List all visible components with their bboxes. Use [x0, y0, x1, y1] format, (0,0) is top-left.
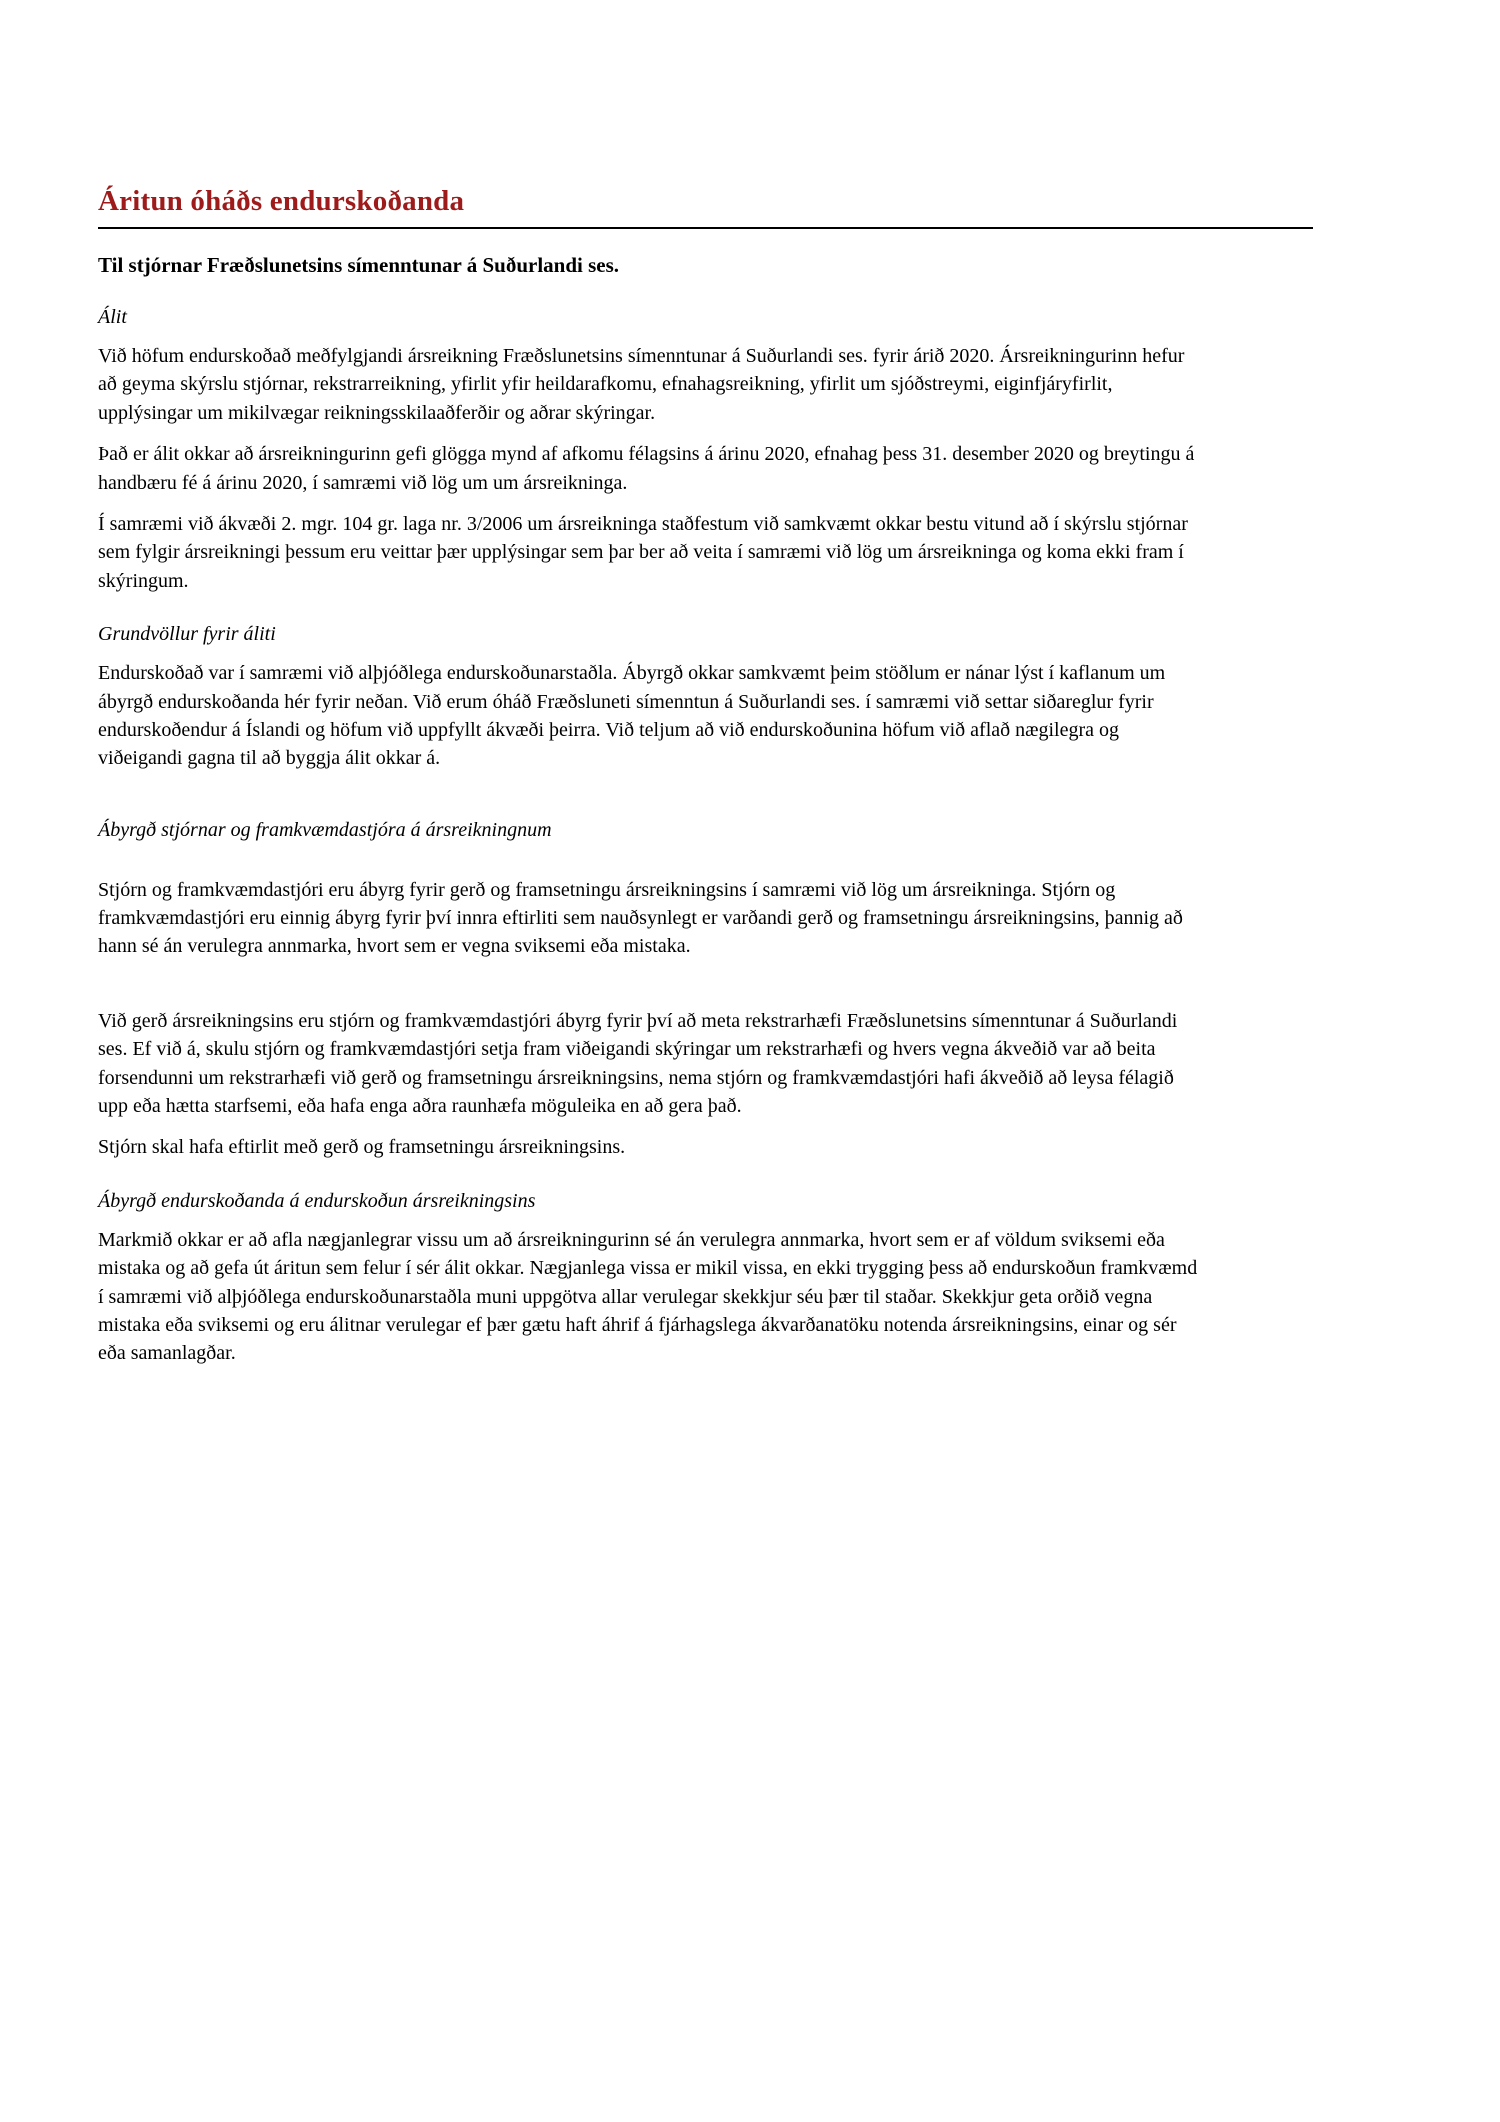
paragraph: Stjórn og framkvæmdastjóri eru ábyrg fyrir gerð og framsetningu ársreikningsins í samræmi við lög um ársreikninga. Stjórn og framkvæmdastjóri eru einnig ábyrg fyrir því innra eftirliti sem nauðsynlegt er varðandi gerð og framsetningu ársreikningsins, þannig að hann sé án verulegra annmarka, hvort sem er vegna sviksemi eða mistaka. [98, 878, 1183, 958]
paragraph: Stjórn skal hafa eftirlit með gerð og framsetningu ársreikningsins. [98, 1136, 626, 1159]
paragraph: Í samræmi við ákvæði 2. mgr. 104 gr. laga nr. 3/2006 um ársreikninga staðfestum við samkvæmt okkar bestu vitund að í skýrslu stjórnar sem fylgir ársreikningi þessum eru veittar þær upplýsingar sem þar ber að veita í samræmi við lög um ársreikninga og koma ekki fram í skýringum. [98, 512, 1188, 592]
addressee-line: Til stjórnar Fræðslunetsins símenntunar á Suðurlandi ses. [98, 253, 620, 277]
section-heading-abyrgd-stjornar: Ábyrgð stjórnar og framkvæmdastjóra á ársreikningnum [98, 818, 552, 841]
section-heading-grundvollur: Grundvöllur fyrir áliti [98, 623, 276, 646]
paragraph: Endurskoðað var í samræmi við alþjóðlega endurskoðunarstaðla. Ábyrgð okkar samkvæmt þeim stöðlum er nánar lýst í kaflanum um ábyrgð endurskoðanda hér fyrir neðan. Við erum óháð Fræðsluneti símenntun á Suðurlandi ses. í samræmi við settar siðareglur fyrir endurskoðendur á Íslandi og höfum við uppfyllt ákvæði þeirra. Við teljum að við endurskoðunina höfum við aflað nægilegra og viðeigandi gagna til að byggja álit okkar á. [98, 662, 1166, 770]
document-title: Áritun óháðs endurskoðanda [98, 185, 1313, 229]
section-heading-alit: Álit [98, 306, 127, 328]
section-heading-abyrgd-endurskodanda: Ábyrgð endurskoðanda á endurskoðun ársreikningsins [98, 1189, 536, 1212]
paragraph: Það er álit okkar að ársreikningurinn gefi glögga mynd af afkomu félagsins á árinu 2020, efnahag þess 31. desember 2020 og breytingu á handbæru fé á árinu 2020, í samræmi við lög um um ársreikninga. [98, 443, 1195, 494]
paragraph: Við gerð ársreikningsins eru stjórn og framkvæmdastjóri ábyrg fyrir því að meta rekstrarhæfi Fræðslunetsins símenntunar á Suðurlandi ses. Ef við á, skulu stjórn og framkvæmdastjóri setja fram viðeigandi skýringar um rekstrarhæfi og hvers vegna ákveðið var að beita forsendunni um rekstrarhæfi við gerð og framsetningu ársreikningsins, nema stjórn og framkvæmdastjóri hafi ákveðið að leysa félagið upp eða hætta starfsemi, eða hafa enga aðra raunhæfa möguleika en að gera það. [98, 1009, 1178, 1118]
paragraph: Við höfum endurskoðað meðfylgjandi ársreikning Fræðslunetsins símenntunar á Suðurlandi ses. fyrir árið 2020. Ársreikningurinn hefur að geyma skýrslu stjórnar, rekstrarreikning, yfirlit yfir heildarafkomu, efnahagsreikning, yfirlit um sjóðstreymi, eiginfjáryfirlit, upplýsingar um mikilvægar reikningsskilaaðferðir og aðrar skýringar. [98, 345, 1185, 424]
paragraph: Markmið okkar er að afla nægjanlegrar vissu um að ársreikningurinn sé án verulegra annmarka, hvort sem er af völdum sviksemi eða mistaka og að gefa út áritun sem felur í sér álit okkar. Nægjanlega vissa er mikil vissa, en ekki trygging þess að endurskoðun framkvæmd í samræmi við alþjóðlega endurskoðunarstaðla muni uppgötva allar verulegar skekkjur séu þær til staðar. Skekkjur geta orðið vegna mistaka eða sviksemi og eru álitnar verulegar ef þær gætu haft áhrif á fjárhagslega ákvarðanatöku notenda ársreikningsins, einar og sér eða samanlagðar. [98, 1228, 1198, 1365]
